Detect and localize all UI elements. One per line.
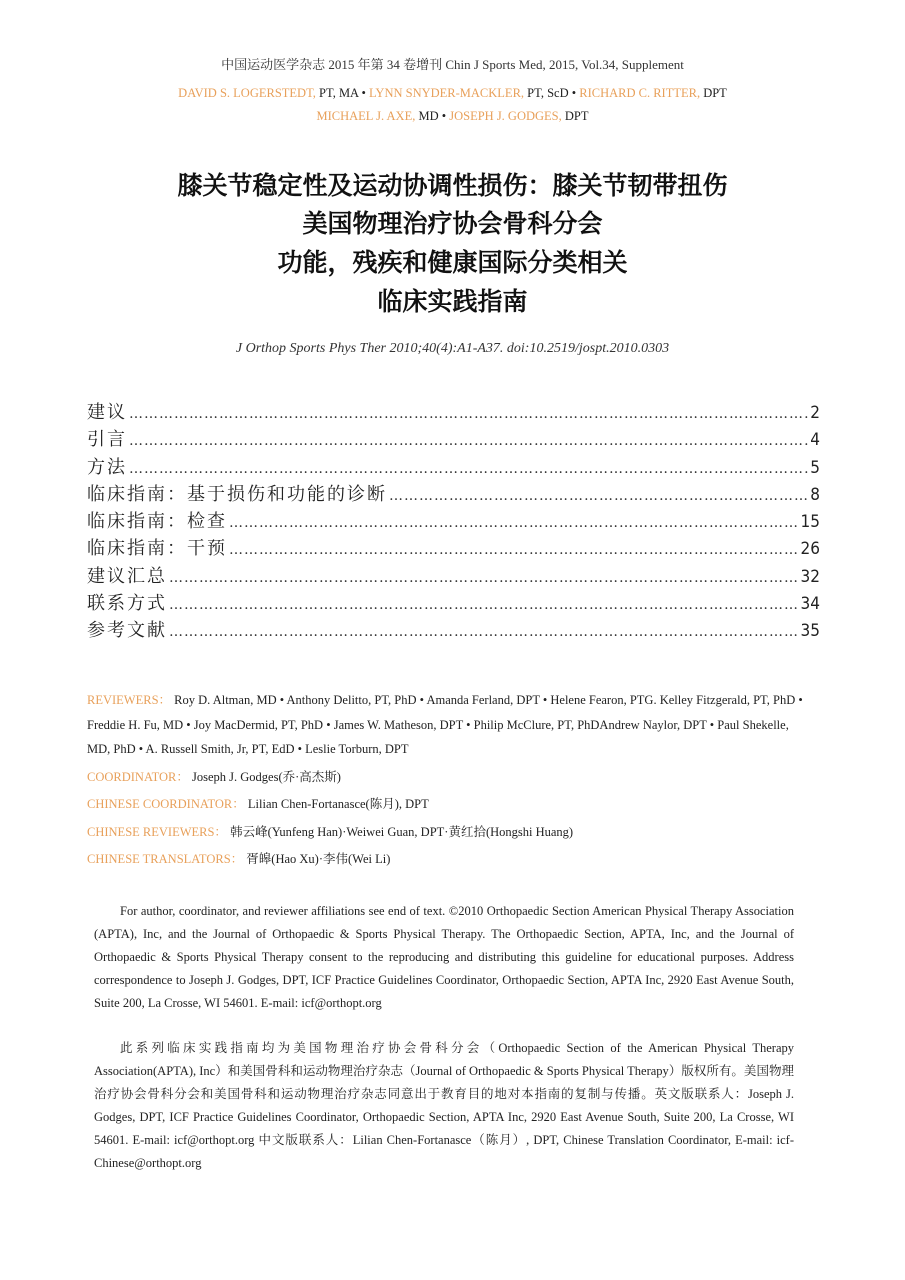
author-credential: DPT	[561, 109, 589, 123]
author-name: MICHAEL J. AXE,	[316, 109, 416, 123]
copyright-paragraph-chinese: 此系列临床实践指南均为美国物理治疗协会骨科分会（Orthopaedic Section of the American Physical Therapy Association(APTA), Inc）和美国骨科和运动物理治疗杂志（Journal of Orthopaedic & Sports Physical Therapy）版权所有。美国物理治疗协会骨科分会和美国骨科和运动物理治疗杂志同意出于教育目的地对本指南的复制与传播。英文版联系人：Joseph J. Godges, DPT, ICF Practice Guidelines Coordinator, Orthopaedic Section, APTA Inc, 2920 East Avenue South, Suite 200, La Crosse, WI 54601. E-mail: icf@orthopt.org 中文版联系人：Lilian Chen-Fortanasce（陈月）, DPT, Chinese Translation Coordinator, E-mail: icf-Chinese@orthopt.org	[94, 1041, 794, 1170]
toc-entry[interactable]	[87, 453, 820, 480]
chinese-translators-text: 胥皞(Hao Xu)·李伟(Wei Li)	[246, 852, 391, 866]
author-name: LYNN SNYDER-MACKLER,	[369, 86, 525, 100]
author-credential: PT, ScD •	[524, 86, 580, 100]
reviewers-text: Roy D. Altman, MD • Anthony Delitto, PT, PhD • Amanda Ferland, DPT • Helene Fearon, PTG. Kelley Fitzgerald, PT, PhD • Freddie H. Fu, MD • Joy MacDermid, PT, PhD • James W. Matheson, DPT • Philip McClure, PT, PhDAndrew Naylor, DPT • Paul Shekelle, MD, PhD • A. Russell Smith, Jr, PT, EdD • Leslie Torburn, DPT	[87, 693, 803, 756]
toc-entry[interactable]	[87, 616, 820, 643]
coordinator-credit	[87, 765, 812, 790]
chinese-reviewers-label: CHINESE REVIEWERS：	[87, 824, 227, 839]
author-name: JOSEPH J. GODGES,	[449, 109, 562, 123]
chinese-reviewers-credit	[87, 820, 812, 845]
chinese-translators-credit	[87, 847, 812, 872]
toc-label: 临床指南：检查	[87, 511, 227, 533]
toc-page: 32	[800, 566, 820, 587]
toc-label: 联系方式	[87, 593, 167, 615]
toc-leader	[169, 570, 799, 586]
title-line-1: 膝关节稳定性及运动协调性损伤：膝关节韧带扭伤	[177, 171, 728, 200]
toc-entry[interactable]	[87, 425, 820, 452]
chinese-reviewers-text: 韩云峰(Yunfeng Han)·Weiwei Guan, DPT·黄红拾(Hongshi Huang)	[230, 824, 574, 839]
toc-page: 35	[800, 621, 820, 642]
toc-label: 临床指南：干预	[87, 538, 227, 560]
toc-leader	[169, 624, 799, 640]
toc-entry[interactable]	[87, 562, 820, 589]
toc-entry[interactable]	[87, 480, 820, 507]
toc-label: 引言	[87, 429, 127, 451]
credits-section	[87, 688, 812, 875]
toc-page: 4	[810, 430, 820, 451]
author-credential: PT, MA •	[315, 86, 370, 100]
toc-leader	[389, 488, 808, 504]
coordinator-text: Joseph J. Godges(乔·高杰斯)	[192, 769, 341, 784]
citation: J Orthop Sports Phys Ther 2010;40(4):A1-A37. doi:10.2519/jospt.2010.0303	[235, 341, 670, 356]
chinese-coordinator-text: Lilian Chen-Fortanasce(陈月), DPT	[247, 797, 429, 811]
toc-page: 26	[800, 539, 820, 560]
toc-label: 建议	[87, 402, 127, 423]
table-of-contents	[87, 398, 820, 644]
toc-label: 建议汇总	[87, 565, 167, 587]
title-line-4: 临床实践指南	[377, 287, 528, 316]
toc-page: 5	[810, 457, 820, 478]
reviewers-credit	[87, 688, 812, 762]
author-credential: DPT	[700, 86, 727, 100]
toc-page: 8	[810, 484, 820, 505]
toc-page: 34	[800, 594, 820, 615]
title-line-3: 功能，残疾和健康国际分类相关	[277, 248, 628, 277]
toc-entry[interactable]	[87, 589, 820, 616]
toc-entry[interactable]	[87, 534, 820, 561]
toc-entry[interactable]	[87, 398, 820, 425]
title-line-2: 美国物理治疗协会骨科分会	[302, 209, 603, 238]
copyright-paragraph-english: For author, coordinator, and reviewer affiliations see end of text. ©2010 Orthopaedic Section American Physical Therapy Association (APTA), Inc, and the Journal of Orthopaedic & Sports Physical Therapy. The Orthopaedic Section, APTA, Inc, and the Journal of Orthopaedic & Sports Physical Therapy consent to the reproducing and distributing this guideline for educational purposes. Address correspondence to Joseph J. Godges, DPT, ICF Practice Guidelines Coordinator, Orthopaedic Section, APTA Inc, 2920 East Avenue South, Suite 200, La Crosse, WI 54601. E-mail: icf@orthopt.org	[94, 904, 794, 1010]
author-line-2	[0, 109, 905, 124]
toc-leader	[129, 406, 808, 422]
toc-entry[interactable]	[87, 507, 820, 534]
journal-header: 中国运动医学杂志 2015 年第 34 卷增刊 Chin J Sports Med, 2015, Vol.34, Supplement	[221, 57, 684, 72]
chinese-coordinator-label: CHINESE COORDINATOR：	[87, 797, 245, 811]
toc-label: 临床指南：基于损伤和功能的诊断	[87, 483, 387, 505]
toc-leader	[129, 461, 808, 477]
toc-label: 参考文献	[87, 620, 167, 642]
toc-page: 15	[800, 512, 820, 533]
author-line-1	[0, 86, 905, 101]
coordinator-label: COORDINATOR：	[87, 769, 189, 784]
chinese-coordinator-credit	[87, 792, 812, 817]
author-name: RICHARD C. RITTER,	[579, 86, 701, 100]
toc-leader	[229, 515, 799, 531]
author-credential: MD •	[415, 109, 450, 123]
author-name: DAVID S. LOGERSTEDT,	[178, 86, 316, 100]
toc-leader	[169, 597, 799, 613]
chinese-translators-label: CHINESE TRANSLATORS：	[87, 852, 244, 866]
toc-leader	[229, 542, 799, 558]
toc-label: 方法	[87, 456, 127, 478]
toc-leader	[129, 433, 808, 449]
toc-page: 2	[810, 403, 820, 423]
reviewers-label: REVIEWERS：	[87, 693, 172, 707]
